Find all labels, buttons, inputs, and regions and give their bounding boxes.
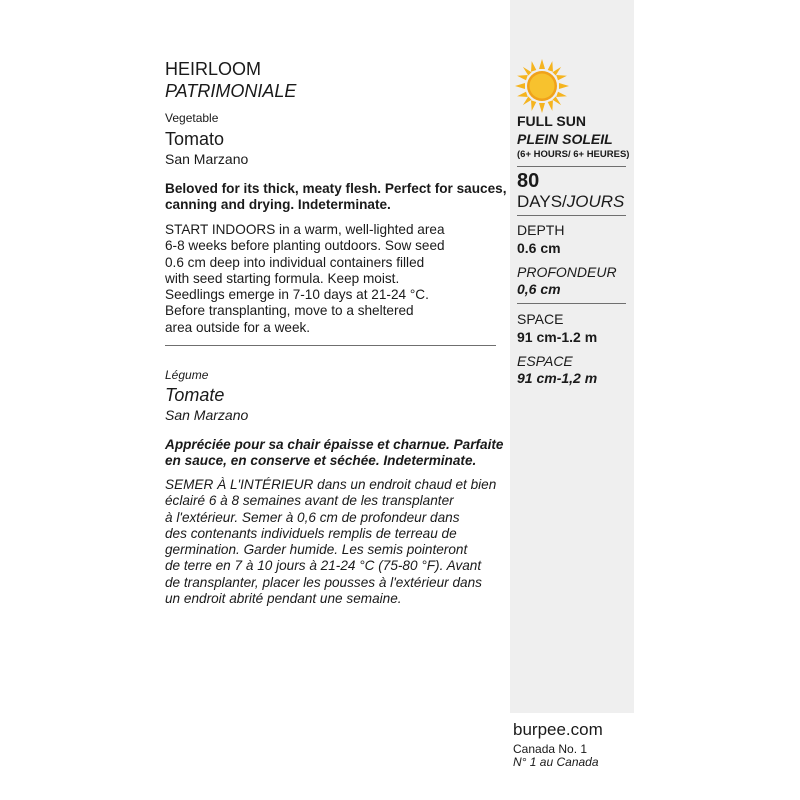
instruction-line: 6-8 weeks before planting outdoors. Sow seed	[165, 238, 445, 254]
instruction-line: area outside for a week.	[165, 319, 311, 335]
section-divider	[165, 345, 496, 346]
space-value: 91 cm-1.2 m	[517, 329, 598, 345]
instructions-fr	[165, 477, 496, 607]
instruction-line: with seed starting formula. Keep moist.	[165, 270, 400, 286]
instruction-line: START INDOORS in a warm, well-lighted area	[165, 222, 445, 237]
depth-label-fr: PROFONDEUR	[517, 264, 617, 280]
sun-label-fr: PLEIN SOLEIL	[517, 131, 613, 147]
grade-label-fr: N° 1 au Canada	[513, 755, 599, 769]
heirloom-label-fr: PATRIMONIALE	[165, 81, 297, 101]
description-line: canning and drying. Indeterminate.	[165, 197, 391, 213]
sidebar-divider	[517, 303, 626, 304]
instruction-line: un endroit abrité pendant une semaine.	[165, 591, 402, 607]
grade-label: Canada No. 1	[513, 742, 588, 756]
depth-value: 0.6 cm	[517, 240, 561, 256]
sidebar-divider	[517, 215, 626, 216]
description-line: Appréciée pour sa chair épaisse et charnue. Parfaite	[165, 437, 504, 452]
sun-hours: (6+ HOURS/ 6+ HEURES)	[517, 149, 630, 160]
instruction-line: éclairé 6 à 8 semaines avant de les transplanter	[165, 493, 454, 509]
variety-name: San Marzano	[165, 151, 249, 167]
description-en	[165, 181, 506, 214]
instruction-line: Before transplanting, move to a sheltered	[165, 303, 414, 319]
vegetable-name-fr: Tomate	[165, 385, 225, 405]
space-label-fr: ESPACE	[517, 353, 573, 369]
sun-label: FULL SUN	[517, 113, 586, 129]
days-label-fr: JOURS	[566, 192, 625, 211]
instruction-line: des contenants individuels remplis de terreau de	[165, 525, 457, 541]
days-value: 80	[517, 170, 540, 192]
heirloom-label: HEIRLOOM	[165, 59, 262, 79]
days-label	[517, 192, 624, 212]
variety-name-fr: San Marzano	[165, 407, 249, 423]
instruction-line: 0.6 cm deep into individual containers filled	[165, 254, 425, 270]
website-link[interactable]: burpee.com	[513, 720, 603, 739]
description-line: Beloved for its thick, meaty flesh. Perfect for sauces,	[165, 181, 507, 196]
space-label: SPACE	[517, 311, 564, 327]
instruction-line: germination. Garder humide. Les semis pointeront	[165, 542, 468, 558]
space-value-fr: 91 cm-1,2 m	[517, 370, 598, 386]
instructions-en	[165, 222, 445, 336]
vegetable-type-fr: Légume	[165, 368, 209, 382]
instruction-line: de terre en 7 à 10 jours à 21-24 °C (75-80 °F). Avant	[165, 558, 482, 574]
vegetable-name: Tomato	[165, 129, 225, 149]
depth-label: DEPTH	[517, 222, 565, 238]
description-fr	[165, 437, 503, 470]
description-line: en sauce, en conserve et séchée. Indeterminate.	[165, 453, 477, 469]
depth-value-fr: 0,6 cm	[517, 281, 561, 297]
instruction-line: SEMER À L'INTÉRIEUR dans un endroit chaud et bien	[165, 477, 497, 492]
instruction-line: à l'extérieur. Semer à 0,6 cm de profondeur dans	[165, 509, 460, 525]
instruction-line: Seedlings emerge in 7-10 days at 21-24 °C.	[165, 287, 429, 303]
vegetable-type: Vegetable	[165, 111, 219, 125]
days-label-en: DAYS/	[517, 192, 567, 211]
sun-icon	[514, 58, 570, 114]
sidebar-divider	[517, 166, 626, 167]
instruction-line: de transplanter, placer les pousses à l'extérieur dans	[165, 574, 482, 590]
